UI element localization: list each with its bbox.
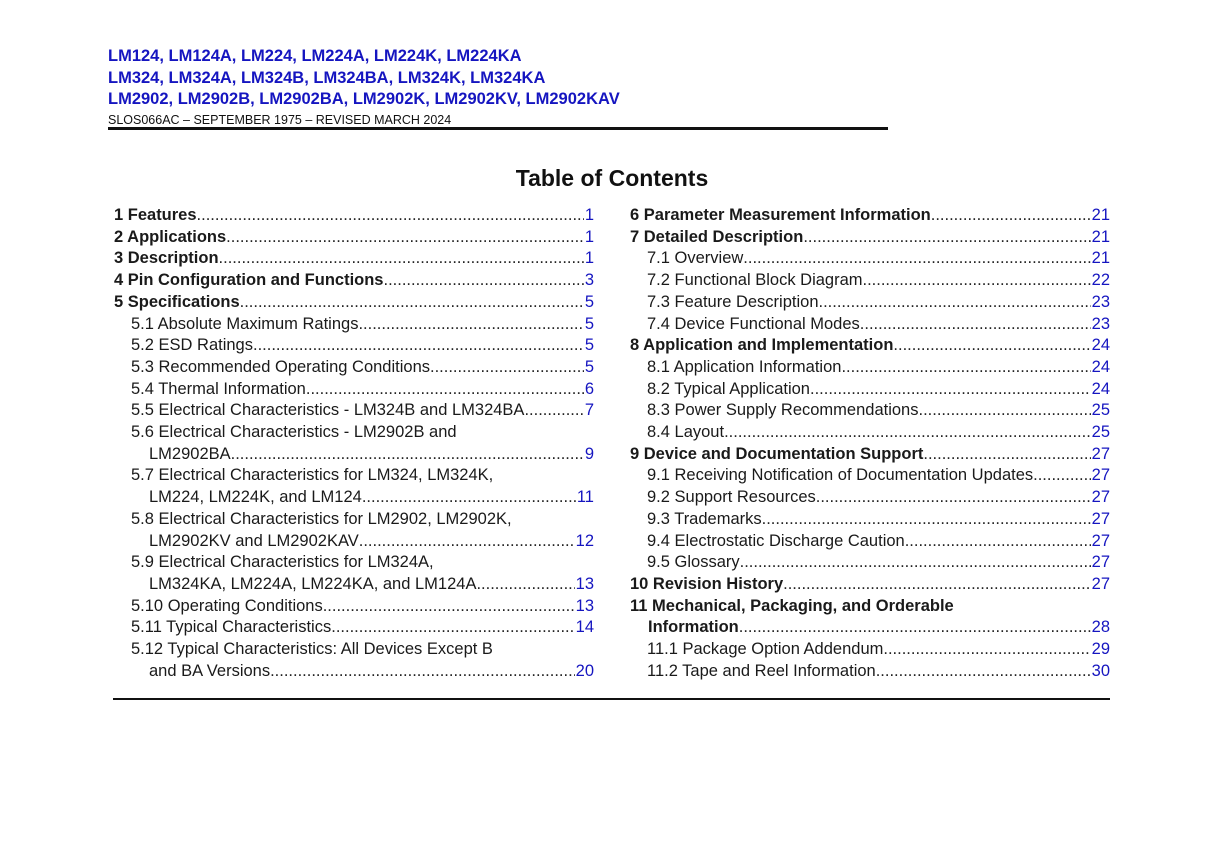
toc-dot-leader <box>362 487 576 509</box>
toc-dot-leader <box>331 617 574 639</box>
toc-entry-title: 6 Parameter Measurement Information <box>630 206 931 224</box>
toc-entry-title-part: 5.9 Electrical Characteristics for LM324A, <box>131 553 434 572</box>
toc-dot-leader <box>841 357 1090 379</box>
toc-entry-title: 5.4 Thermal Information <box>131 379 306 398</box>
toc-entry-title: 9.3 Trademarks <box>647 509 762 528</box>
toc-entry-title: 8.2 Typical Application <box>647 379 810 398</box>
toc-entry-title: 7 Detailed Description <box>630 227 804 246</box>
toc-page-number[interactable]: 27 <box>1091 553 1110 572</box>
toc-entry-title: 8.3 Power Supply Recommendations <box>647 401 919 420</box>
toc-dot-leader <box>783 574 1091 596</box>
toc-dot-leader <box>240 292 584 314</box>
toc-entry[interactable] <box>114 400 594 422</box>
toc-page-number[interactable]: 21 <box>1091 206 1110 224</box>
toc-entry-title: LM224, LM224K, and LM124 <box>149 488 362 507</box>
toc-entry[interactable] <box>630 270 1110 292</box>
toc-dot-leader <box>931 205 1091 227</box>
toc-entry[interactable] <box>114 357 594 379</box>
part-number-line-1: LM124, LM124A, LM224, LM224A, LM224K, LM224KA <box>108 47 522 65</box>
toc-entry-title: 8 Application and Implementation <box>630 336 894 355</box>
toc-entry-title: 9.1 Receiving Notification of Documentation Updates <box>647 466 1034 485</box>
toc-page-number[interactable]: 25 <box>1091 401 1110 420</box>
toc-entry[interactable] <box>630 487 1110 509</box>
toc-entry-title: 11.1 Package Option Addendum <box>647 640 884 659</box>
toc-page-number[interactable]: 27 <box>1091 466 1110 485</box>
toc-entry-title: 7.2 Functional Block Diagram <box>647 271 863 290</box>
toc-entry[interactable] <box>630 465 1110 487</box>
toc-dot-leader <box>739 617 1091 639</box>
toc-page-number[interactable]: 20 <box>575 661 594 680</box>
toc-entry-title-part: 5.8 Electrical Characteristics for LM2902, LM2902K, <box>131 509 512 528</box>
toc-entry-title: 5.3 Recommended Operating Conditions <box>131 357 431 376</box>
toc-entry[interactable] <box>630 552 1110 574</box>
toc-dot-leader <box>923 444 1090 466</box>
toc-entry-title-part: 5.12 Typical Characteristics: All Devices Except B <box>131 640 493 659</box>
toc-page-number[interactable]: 14 <box>575 618 594 637</box>
toc-page-number[interactable]: 21 <box>1091 249 1110 268</box>
toc-entry-title: LM2902BA <box>149 444 231 463</box>
toc-dot-leader <box>430 357 584 379</box>
toc-dot-leader <box>226 227 584 249</box>
toc-dot-leader <box>893 335 1090 357</box>
toc-entry-title: 7.1 Overview <box>647 249 744 268</box>
header-divider <box>108 127 888 130</box>
toc-dot-leader <box>323 596 575 618</box>
toc-dot-leader <box>876 661 1091 683</box>
document-id-date: SLOS066AC – SEPTEMBER 1975 – REVISED MARCH 2024 <box>108 112 452 127</box>
toc-dot-leader <box>1033 465 1091 487</box>
toc-bottom-divider <box>113 698 1110 700</box>
toc-entry[interactable] <box>114 270 594 292</box>
toc-dot-leader <box>724 422 1091 444</box>
toc-entry[interactable] <box>114 292 594 314</box>
toc-entry-title: 10 Revision History <box>630 574 784 593</box>
toc-entry[interactable] <box>630 400 1110 422</box>
toc-dot-leader <box>253 335 584 357</box>
toc-entry[interactable] <box>630 661 1110 683</box>
toc-page-number[interactable]: 5 <box>584 336 594 355</box>
toc-dot-leader <box>905 531 1091 553</box>
toc-entry[interactable] <box>114 509 594 552</box>
part-number-line-3: LM2902, LM2902B, LM2902BA, LM2902K, LM2902KV, LM2902KAV <box>108 90 620 108</box>
toc-page-number[interactable]: 28 <box>1091 618 1110 637</box>
toc-page-number[interactable]: 13 <box>575 574 594 593</box>
toc-entry-title: 8.1 Application Information <box>647 357 842 376</box>
toc-entry-title-part: 5.7 Electrical Characteristics for LM324, LM324K, <box>131 466 494 485</box>
toc-entry-title: 11.2 Tape and Reel Information <box>647 661 876 680</box>
toc-page-number[interactable]: 23 <box>1091 314 1110 333</box>
toc-entry[interactable] <box>630 248 1110 270</box>
toc-page-number[interactable]: 12 <box>575 531 594 550</box>
toc-dot-leader <box>384 270 584 292</box>
toc-entry[interactable] <box>114 227 594 249</box>
toc-dot-leader <box>883 639 1090 661</box>
toc-entry[interactable] <box>630 379 1110 401</box>
toc-entry[interactable] <box>630 292 1110 314</box>
part-number-line-2: LM324, LM324A, LM324B, LM324BA, LM324K, LM324KA <box>108 68 546 87</box>
toc-entry-title-part: 5.6 Electrical Characteristics - LM2902B and <box>131 423 457 442</box>
toc-entry[interactable] <box>114 379 594 401</box>
toc-entry[interactable] <box>630 314 1110 336</box>
toc-title: Table of Contents <box>515 165 709 191</box>
toc-entry-title: LM2902KV and LM2902KAV <box>149 531 359 550</box>
toc-entry-title: 5.11 Typical Characteristics <box>131 618 332 637</box>
toc-page-number[interactable]: 27 <box>1091 574 1110 593</box>
toc-entry[interactable] <box>630 335 1110 357</box>
toc-entry-title: 5.5 Electrical Characteristics - LM324B and LM324BA <box>131 401 525 420</box>
toc-entry[interactable] <box>630 422 1110 444</box>
toc-dot-leader <box>863 270 1091 292</box>
toc-entry[interactable] <box>630 509 1110 531</box>
toc-entry[interactable] <box>630 574 1110 596</box>
toc-entry-title: 1 Features <box>114 206 197 224</box>
toc-page-number[interactable]: 13 <box>575 596 594 615</box>
toc-page-number[interactable]: 27 <box>1091 444 1110 463</box>
toc-dot-leader <box>740 552 1091 574</box>
toc-entry[interactable] <box>114 205 594 227</box>
toc-entry[interactable] <box>114 552 594 595</box>
toc-entry[interactable] <box>114 639 594 682</box>
toc-page-number[interactable]: 22 <box>1091 271 1110 290</box>
toc-entry-title: 2 Applications <box>114 227 227 246</box>
toc-entry-title: Information <box>648 618 739 637</box>
toc-dot-leader <box>359 531 575 553</box>
toc-dot-leader <box>810 379 1091 401</box>
toc-entry-title: 5.1 Absolute Maximum Ratings <box>131 314 359 333</box>
toc-entry-title: 3 Description <box>114 249 219 268</box>
toc-entry[interactable] <box>630 205 1110 227</box>
toc-page-number[interactable]: 23 <box>1091 292 1110 311</box>
toc-entry-title: 5 Specifications <box>114 292 240 311</box>
toc-entry[interactable] <box>114 596 594 618</box>
toc-entry-title: 9.5 Glossary <box>647 553 740 572</box>
toc-entry-title-part: 11 Mechanical, Packaging, and Orderable <box>630 596 954 615</box>
toc-dot-leader <box>219 248 584 270</box>
toc-entry-title: 9.4 Electrostatic Discharge Caution <box>647 531 905 550</box>
toc-page-number[interactable]: 7 <box>584 401 594 420</box>
toc-entry[interactable] <box>114 617 594 639</box>
toc-entry[interactable] <box>114 248 594 270</box>
toc-entry[interactable] <box>114 422 594 465</box>
toc-page-number[interactable]: 9 <box>584 444 594 463</box>
document-header <box>108 46 620 128</box>
toc-dot-leader <box>819 292 1091 314</box>
toc-dot-leader <box>358 314 583 336</box>
toc-page-number[interactable]: 1 <box>584 227 594 246</box>
toc-entry-title: 9 Device and Documentation Support <box>630 444 924 463</box>
toc-page-number[interactable]: 21 <box>1091 227 1110 246</box>
toc-entry-title: 7.4 Device Functional Modes <box>647 314 860 333</box>
toc-entry[interactable] <box>114 335 594 357</box>
toc-dot-leader <box>860 314 1091 336</box>
toc-page-number[interactable]: 29 <box>1091 640 1110 659</box>
toc-page-number[interactable]: 6 <box>584 379 594 398</box>
toc-page-number[interactable]: 5 <box>584 357 594 376</box>
toc-dot-leader <box>231 444 584 466</box>
toc-page-number[interactable]: 24 <box>1091 357 1110 376</box>
toc-page-number[interactable]: 27 <box>1091 509 1110 528</box>
toc-dot-leader <box>918 400 1090 422</box>
toc-entry[interactable] <box>630 444 1110 466</box>
toc-page-number[interactable]: 5 <box>584 314 594 333</box>
toc-page-number[interactable]: 30 <box>1091 661 1110 680</box>
toc-page-number[interactable]: 3 <box>584 271 594 290</box>
toc-page-number[interactable]: 11 <box>576 488 594 507</box>
toc-dot-leader <box>306 379 584 401</box>
toc-page-number[interactable]: 1 <box>584 206 594 224</box>
toc-entry[interactable] <box>114 314 594 336</box>
toc-page-number[interactable]: 24 <box>1091 336 1110 355</box>
toc-entry-title: 5.2 ESD Ratings <box>131 336 253 355</box>
toc-dot-leader <box>197 205 584 227</box>
toc-entry[interactable] <box>630 227 1110 249</box>
toc-dot-leader <box>476 574 574 596</box>
toc-page-number[interactable]: 1 <box>584 249 594 268</box>
toc-dot-leader <box>743 248 1090 270</box>
toc-dot-leader <box>524 400 583 422</box>
toc-entry[interactable] <box>630 357 1110 379</box>
toc-entry-title: 8.4 Layout <box>647 423 725 442</box>
toc-page-number[interactable]: 24 <box>1091 379 1110 398</box>
toc-dot-leader <box>762 509 1091 531</box>
toc-entry-title: 9.2 Support Resources <box>647 488 816 507</box>
toc-entry-title: LM324KA, LM224A, LM224KA, and LM124A <box>149 574 477 593</box>
toc-dot-leader <box>816 487 1091 509</box>
toc-page-number[interactable]: 27 <box>1091 488 1110 507</box>
toc-entry-title: 7.3 Feature Description <box>647 292 819 311</box>
toc-entry[interactable] <box>630 531 1110 553</box>
toc-entry-title: and BA Versions <box>149 661 271 680</box>
toc-entry[interactable] <box>630 639 1110 661</box>
toc-page-number[interactable]: 27 <box>1091 531 1110 550</box>
toc-dot-leader <box>803 227 1090 249</box>
toc-right-column <box>630 205 1110 682</box>
toc-entry-title: 4 Pin Configuration and Functions <box>114 271 384 290</box>
toc-dot-leader <box>270 661 575 683</box>
toc-left-column <box>114 205 594 682</box>
toc-entry-title: 5.10 Operating Conditions <box>131 596 323 615</box>
toc-entry[interactable] <box>630 596 1110 639</box>
toc-page-number[interactable]: 5 <box>584 292 594 311</box>
toc-page-number[interactable]: 25 <box>1091 423 1110 442</box>
toc-entry[interactable] <box>114 465 594 508</box>
